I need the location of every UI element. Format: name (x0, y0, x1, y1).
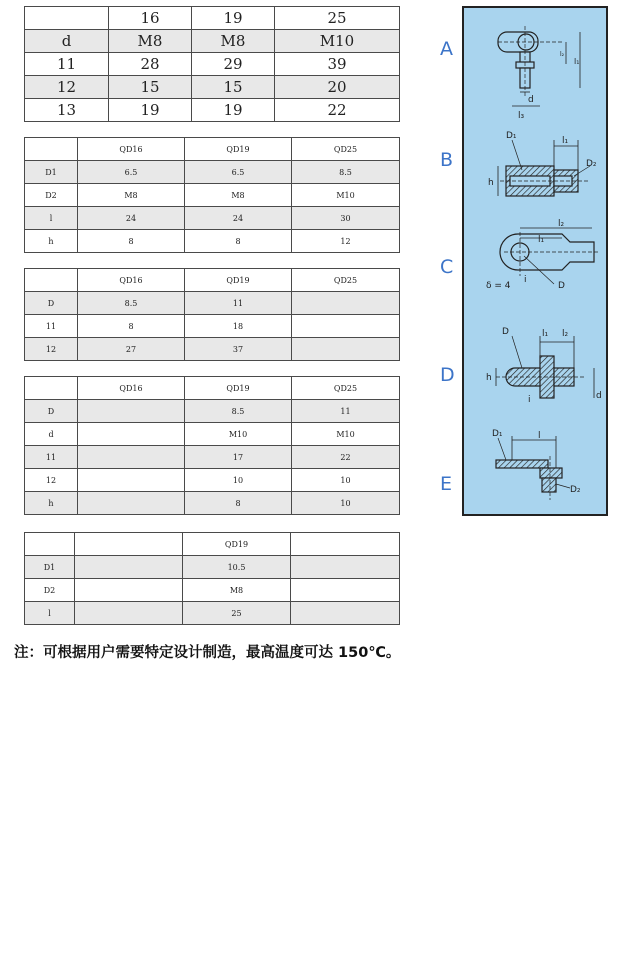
table-cell: d (25, 423, 78, 446)
table-cell: 10.5 (183, 556, 291, 579)
diagram-letter-c: C (440, 256, 454, 278)
table-cell: 8 (185, 492, 292, 515)
table-cell: 22 (275, 99, 400, 122)
table-cell (292, 292, 400, 315)
dim-l1-d: l₁ (542, 329, 549, 339)
dim-l1-c: l₁ (538, 235, 545, 245)
table-cell: 27 (78, 338, 185, 361)
dim-l-e: l (538, 431, 541, 441)
table-row (25, 315, 400, 338)
table-row (25, 579, 400, 602)
dim-h-b: h (488, 178, 494, 188)
table-cell: M8 (185, 184, 292, 207)
table-cell: 12 (25, 469, 78, 492)
table-cell: QD16 (78, 377, 185, 400)
table-cell: l (25, 207, 78, 230)
dimension-table-b (24, 137, 400, 253)
table-cell: 11 (292, 400, 400, 423)
table-cell: 11 (25, 446, 78, 469)
table-cell (78, 469, 185, 492)
table-cell (292, 338, 400, 361)
table-cell: 11 (25, 315, 78, 338)
table-cell (291, 533, 400, 556)
table-cell: M8 (192, 30, 275, 53)
table-row (25, 184, 400, 207)
diagram-letter-a: A (440, 38, 453, 60)
table-cell (291, 602, 400, 625)
table-cell: 12 (25, 76, 109, 99)
dimension-table-c (24, 268, 400, 361)
table-cell: 18 (185, 315, 292, 338)
dim-h-d: h (486, 373, 492, 383)
table-row (25, 556, 400, 579)
table-cell: M10 (292, 184, 400, 207)
diagram-letter-e: E (440, 473, 453, 495)
table-cell: 25 (183, 602, 291, 625)
table-cell: M10 (292, 423, 400, 446)
dim-l2-c: l₂ (558, 219, 565, 229)
table-cell: 15 (109, 76, 192, 99)
table-cell (78, 400, 185, 423)
table-cell: 8.5 (78, 292, 185, 315)
table-cell: 6.5 (185, 161, 292, 184)
dimension-table-a (24, 6, 400, 122)
table-cell: 25 (275, 7, 400, 30)
table-cell (78, 492, 185, 515)
table-cell: QD19 (183, 533, 291, 556)
table-cell: 19 (109, 99, 192, 122)
dim-i-d: i (528, 395, 531, 405)
table-cell: 19 (192, 99, 275, 122)
table-row (25, 446, 400, 469)
dim-l3-a: l₃ (518, 111, 525, 121)
table-cell: QD16 (78, 138, 185, 161)
table-cell: 10 (292, 492, 400, 515)
diagram-letter-b: B (440, 149, 454, 171)
table-row (25, 533, 400, 556)
diagram-letter-d: D (440, 364, 455, 386)
table-cell: 37 (185, 338, 292, 361)
table-cell: QD19 (185, 269, 292, 292)
table-cell: 30 (292, 207, 400, 230)
table-cell: M10 (275, 30, 400, 53)
table-cell (291, 579, 400, 602)
table-row (25, 138, 400, 161)
table-row (25, 338, 400, 361)
table-cell: 8.5 (185, 400, 292, 423)
dim-d-a: d (528, 95, 534, 105)
table-cell: h (25, 230, 78, 253)
table-cell (291, 556, 400, 579)
table-cell: M8 (183, 579, 291, 602)
table-cell: 24 (185, 207, 292, 230)
table-cell (292, 315, 400, 338)
table-cell (78, 423, 185, 446)
table-cell: M8 (78, 184, 185, 207)
table-cell: QD19 (185, 138, 292, 161)
table-cell: 15 (192, 76, 275, 99)
table-cell: D2 (25, 184, 78, 207)
table-row (25, 99, 400, 122)
dimension-table-d (24, 376, 400, 515)
table-cell: D1 (25, 161, 78, 184)
table-row (25, 53, 400, 76)
table-cell: D1 (25, 556, 75, 579)
technical-drawing-panel (462, 6, 608, 516)
table-cell: QD25 (292, 377, 400, 400)
dim-delta-c: δ = 4 (486, 281, 511, 291)
table-row (25, 230, 400, 253)
dim-smalld-d: d (596, 391, 602, 401)
table-cell: D (25, 292, 78, 315)
table-cell: QD25 (292, 269, 400, 292)
dimension-table-e (24, 532, 400, 625)
table-row (25, 377, 400, 400)
table-cell: 12 (292, 230, 400, 253)
table-cell: 8 (185, 230, 292, 253)
table-cell: QD25 (292, 138, 400, 161)
table-cell: 12 (25, 338, 78, 361)
table-cell: 20 (275, 76, 400, 99)
table-cell: M10 (185, 423, 292, 446)
dim-l1-b: l₁ (562, 136, 569, 146)
table-row (25, 400, 400, 423)
table-row (25, 423, 400, 446)
table-cell (75, 533, 183, 556)
table-cell: 6.5 (78, 161, 185, 184)
dim-d1-b: D₁ (506, 131, 517, 141)
table-row (25, 76, 400, 99)
dim-l2-a: l₂ (560, 51, 565, 58)
dim-d-d: D (502, 327, 509, 337)
table-cell: 28 (109, 53, 192, 76)
table-row (25, 602, 400, 625)
table-row (25, 30, 400, 53)
table-cell (25, 377, 78, 400)
dim-d-c: D (558, 281, 565, 291)
table-cell: 10 (185, 469, 292, 492)
table-cell: 10 (292, 469, 400, 492)
table-cell: 39 (275, 53, 400, 76)
table-cell: 24 (78, 207, 185, 230)
table-cell: 8 (78, 315, 185, 338)
table-cell: d (25, 30, 109, 53)
table-row (25, 492, 400, 515)
table-cell: QD16 (78, 269, 185, 292)
dim-i-c: i (524, 275, 527, 285)
dim-l2-d: l₂ (562, 329, 569, 339)
table-row (25, 161, 400, 184)
table-row (25, 292, 400, 315)
table-row (25, 207, 400, 230)
dim-d1-e: D₁ (492, 429, 503, 439)
table-cell: 17 (185, 446, 292, 469)
table-cell: 13 (25, 99, 109, 122)
table-row (25, 469, 400, 492)
table-cell: 11 (185, 292, 292, 315)
table-cell (75, 602, 183, 625)
table-cell: l (25, 602, 75, 625)
table-cell: 19 (192, 7, 275, 30)
table-cell (25, 533, 75, 556)
table-cell: 29 (192, 53, 275, 76)
table-cell: M8 (109, 30, 192, 53)
table-cell: 8 (78, 230, 185, 253)
footnote: 注：可根据用户需要特定设计制造，最高温度可达 150℃。 (14, 645, 401, 661)
table-cell: D (25, 400, 78, 423)
table-cell (75, 556, 183, 579)
table-cell: 22 (292, 446, 400, 469)
table-cell (78, 446, 185, 469)
dim-d2-b: D₂ (586, 159, 597, 169)
table-row (25, 269, 400, 292)
table-cell (25, 269, 78, 292)
table-cell (25, 7, 109, 30)
table-row (25, 7, 400, 30)
table-cell: 8.5 (292, 161, 400, 184)
table-cell: QD19 (185, 377, 292, 400)
table-cell (75, 579, 183, 602)
dim-d2-e: D₂ (570, 485, 581, 495)
table-cell: 16 (109, 7, 192, 30)
table-cell (25, 138, 78, 161)
table-cell: h (25, 492, 78, 515)
dim-l1-a: l₁ (574, 57, 580, 66)
table-cell: D2 (25, 579, 75, 602)
table-cell: 11 (25, 53, 109, 76)
